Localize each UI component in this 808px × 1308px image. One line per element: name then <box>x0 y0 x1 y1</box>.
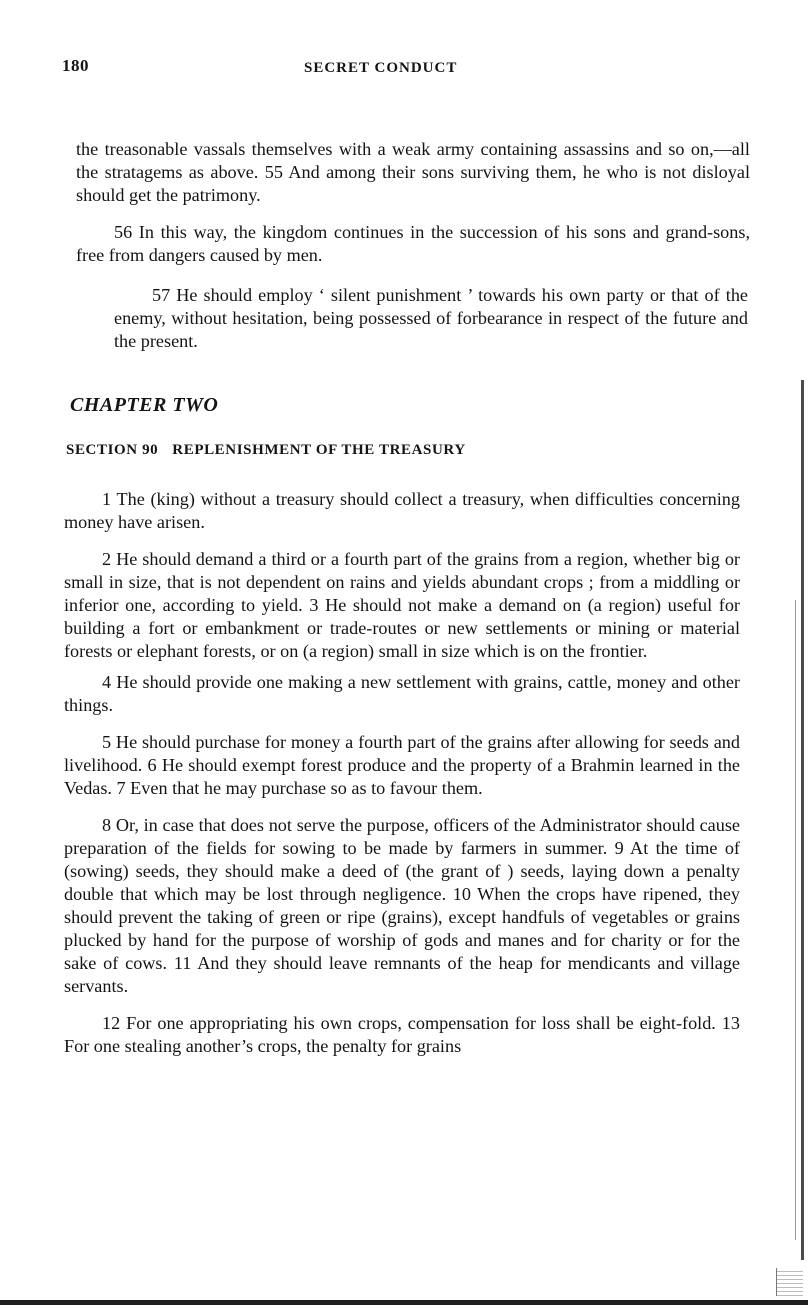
running-header <box>0 56 808 86</box>
chapter-heading: CHAPTER TWO <box>70 394 219 416</box>
paragraph-4: 4 He should provide one making a new settlement with grains, cattle, money and other things. <box>64 672 740 715</box>
paragraph-2: 2 He should demand a third or a fourth part of the grains from a region, whether big or small in size, that is not dependent on rains and yields abundant crops ; from a middling or inferior one, according to yield. 3 He should not make a demand on (a region) useful for building a fort or embankment or trade-routes or new settlements or mining or material forests or elephant forests, or on (a region) small in size which is on the frontier. <box>64 549 740 661</box>
page-edge-line <box>801 380 804 1260</box>
section-heading <box>66 442 466 459</box>
verse-57: 57 He should employ ‘ silent punishment ’ towards his own party or that of the enemy, without hesitation, being possessed of forbearance in respect of the future and the present. <box>114 285 748 351</box>
section-title: REPLENISHMENT OF THE TREASURY <box>172 442 466 458</box>
section-body <box>64 488 740 1058</box>
paragraph-continuation: the treasonable vassals themselves with a weak army containing assassins and so on,—all the stratagems as above. 55 And among their sons surviving them, he who is not disloyal should get the patrimony. <box>76 139 750 205</box>
paragraph-5: 5 He should purchase for money a fourth part of the grains after allowing for seeds and livelihood. 6 He should exempt forest produce and the property of a Brahmin learned in the Vedas. 7 Even that he may purchase so as to favour them. <box>64 732 740 798</box>
section-number: SECTION 90 <box>66 442 159 458</box>
bottom-edge-line <box>0 1300 808 1305</box>
paragraph-56: 56 In this way, the kingdom continues in the succession of his sons and grand-sons, free from dangers caused by men. <box>76 222 750 265</box>
verse-57-block <box>114 284 748 353</box>
page-corner-mark <box>776 1268 803 1296</box>
page-edge-shadow <box>795 600 796 1240</box>
intro-text <box>76 138 750 267</box>
paragraph-12: 12 For one appropriating his own crops, compensation for loss shall be eight-fold. 13 For one stealing another’s crops, the penalty for grains <box>64 1013 740 1056</box>
page-number: 180 <box>62 56 89 75</box>
paragraph-1: 1 The (king) without a treasury should collect a treasury, when difficulties concerning money have arisen. <box>64 489 740 532</box>
running-title: SECRET CONDUCT <box>304 60 458 76</box>
paragraph-8: 8 Or, in case that does not serve the purpose, officers of the Administrator should cause preparation of the fields for sowing to be made by farmers in summer. 9 At the time of (sowing) seeds, they should make a deed of (the grant of ) seeds, laying down a penalty double that which may be lost through negligence. 10 When the crops have ripened, they should prevent the taking of green or ripe (grains), except handfuls of vegetables or grains plucked by hand for the purpose of worship of gods and manes and for charity or for the sake of cows. 11 And they should leave remnants of the heap for mendicants and village servants. <box>64 815 740 996</box>
